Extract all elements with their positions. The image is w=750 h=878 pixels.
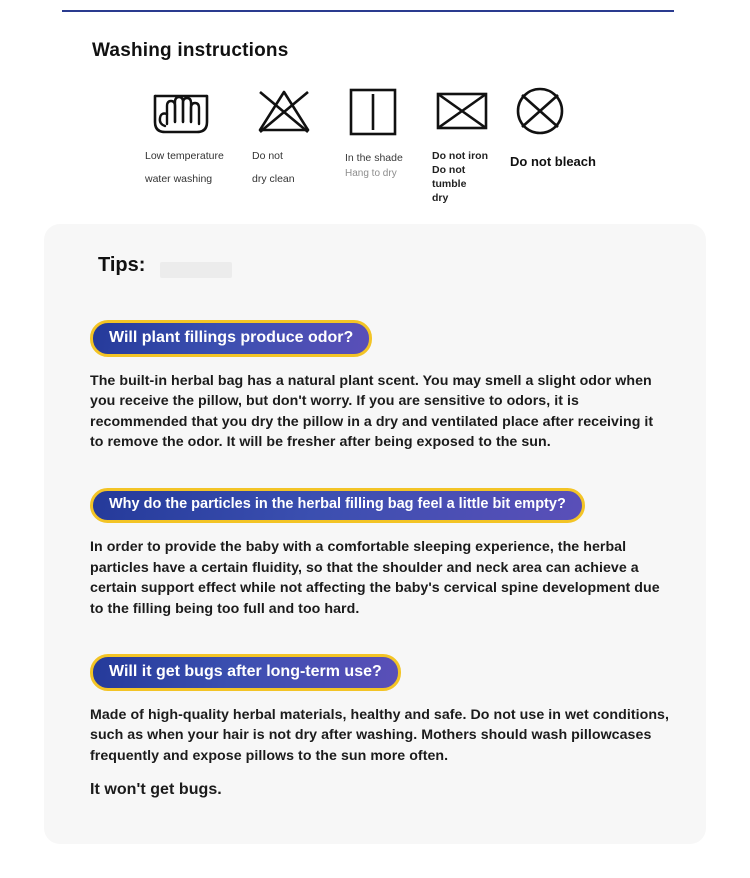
washing-symbol-caption-2: water washing <box>145 173 213 186</box>
tips-question-3[interactable]: Will it get bugs after long-term use? <box>90 654 401 691</box>
washing-symbol-no-dry-clean <box>252 84 342 186</box>
do-not-dry-clean-icon <box>252 84 342 140</box>
tips-question-1[interactable]: Will plant fillings produce odor? <box>90 320 372 357</box>
washing-symbol-caption-2: Do not <box>432 164 466 177</box>
washing-symbol-caption: Do not <box>252 150 283 162</box>
washing-symbol-caption: In the shade <box>345 152 403 164</box>
tips-qa-item-3 <box>90 654 670 802</box>
tips-title: Tips: <box>98 254 146 276</box>
tips-title-highlight-bar <box>160 262 232 278</box>
do-not-bleach-icon <box>510 84 650 140</box>
tips-qa-item-1 <box>90 320 670 453</box>
washing-symbol-caption: Low temperature <box>145 150 224 162</box>
dry-in-shade-icon <box>345 84 435 140</box>
washing-symbol-caption-4: dry <box>432 192 449 205</box>
tips-answer-2: In order to provide the baby with a comfortable sleeping experience, the herbal particles have a certain fluidity, so that the shoulder and neck area can achieve a certain support effect while not affecting the baby's cervical spine development due to the filling being too full and too hard. <box>90 538 660 617</box>
washing-symbol-caption-2: dry clean <box>252 173 295 186</box>
washing-symbol-caption: Do not iron <box>432 150 488 162</box>
tips-qa-item-2 <box>90 488 670 619</box>
washing-symbol-dry-in-shade <box>345 84 435 179</box>
washing-symbol-no-bleach <box>510 84 650 170</box>
washing-symbol-hand-wash <box>145 84 265 186</box>
washing-instructions-section <box>0 40 750 204</box>
washing-instructions-title: Washing instructions <box>92 40 289 61</box>
tips-question-2[interactable]: Why do the particles in the herbal filling bag feel a little bit empty? <box>90 488 585 523</box>
top-divider <box>62 10 674 12</box>
washing-symbol-no-iron <box>432 84 512 206</box>
tips-answer-1: The built-in herbal bag has a natural plant scent. You may smell a slight odor when you receive the pillow, but don't worry. If you are sensitive to odors, it is recommended that you dry the pillow in a dry and ventilated place after receiving it to remove the odor. It will be fresher after being exposed to the sun. <box>90 372 654 451</box>
tips-card <box>44 224 706 844</box>
do-not-iron-icon <box>432 84 512 140</box>
washing-symbol-caption: Do not bleach <box>510 154 596 169</box>
hand-wash-icon <box>145 84 265 140</box>
tips-answer-3-extra: It won't get bugs. <box>90 781 222 799</box>
washing-symbols-row <box>0 84 750 204</box>
washing-symbol-caption-3: tumble <box>432 178 467 191</box>
washing-symbol-caption-2: Hang to dry <box>345 168 397 180</box>
tips-answer-3: Made of high-quality herbal materials, healthy and safe. Do not use in wet conditions, such as when your hair is not dry after washing. Mothers should wash pillowcases frequently and expose pillows to the sun more often. <box>90 706 669 764</box>
